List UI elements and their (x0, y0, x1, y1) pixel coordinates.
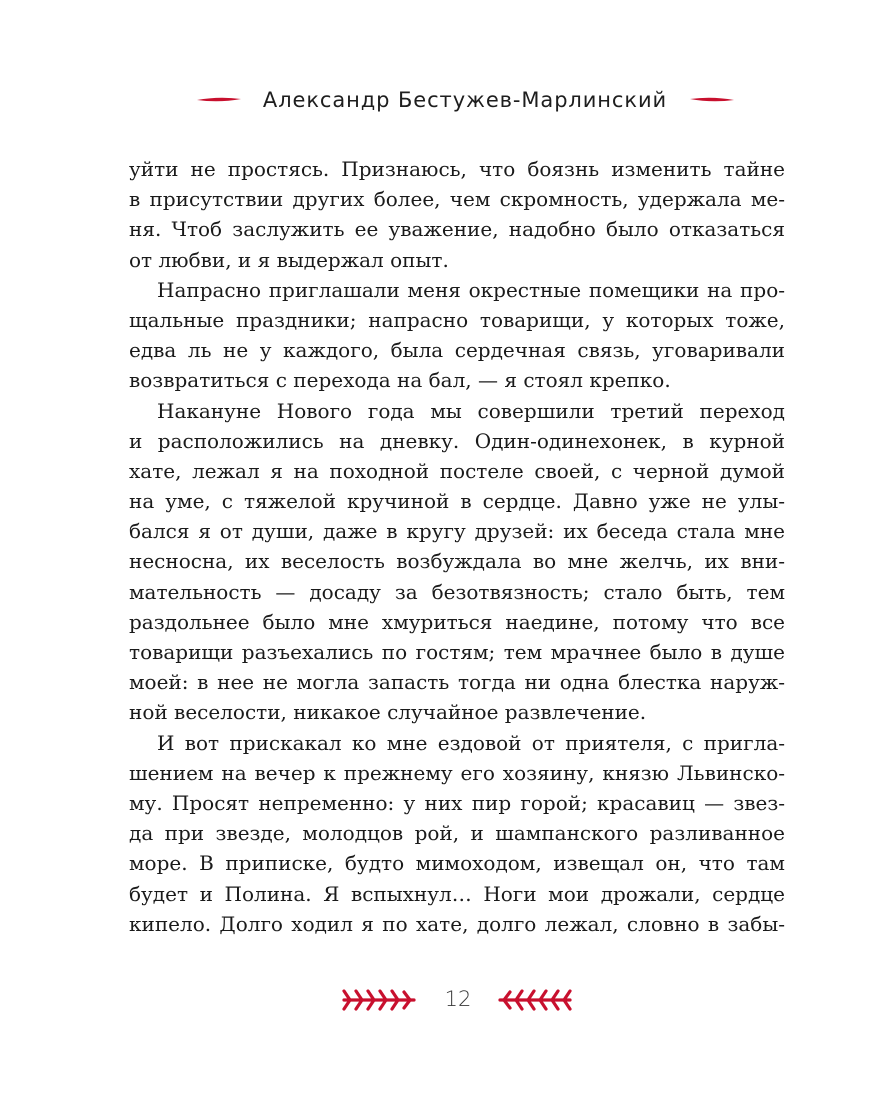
page-body (129, 154, 785, 939)
red-branch-right-icon (496, 984, 574, 1016)
text-line: едва ль не у каждого, была сердечная связь, уговаривали (129, 338, 785, 363)
text-line: му. Просят непременно: у них пир горой; красавиц — звез- (129, 790, 785, 815)
text-line: товарищи разъехались по гостям; тем мрачнее было в душе (129, 640, 785, 664)
text-line: ня. Чтоб заслужить ее уважение, надобно было отказаться (129, 217, 785, 242)
red-dash-left-icon (197, 96, 241, 104)
text-line: хате, лежал я на походной постеле своей, с черной думой (129, 458, 785, 483)
text-line: возвратиться с перехода на бал, — я стоял крепко. (129, 368, 671, 393)
text-line: и расположились на дневку. Один-одинехонек, в курной (129, 428, 785, 453)
page-footer (0, 980, 886, 1020)
text-line: моей: в нее не могла запасть тогда ни одна блестка наруж- (129, 670, 785, 695)
text-line: да при звезде, молодцов рой, и шампанского разливанное (129, 821, 785, 846)
text-line: Накануне Нового года мы совершили третий переход (157, 398, 785, 423)
text-line: Напрасно приглашали меня окрестные помещики на про- (157, 277, 785, 302)
running-header (0, 82, 886, 118)
red-dash-right-icon (690, 96, 734, 104)
text-line: бался я от души, даже в кругу друзей: их беседа стала мне (129, 519, 785, 544)
paragraph-2 (129, 275, 785, 396)
text-line: раздольнее было мне хмуриться наедине, потому что все (129, 609, 785, 634)
text-line: шением на вечер к прежнему его хозяину, князю Львинско- (129, 760, 785, 785)
text-line: на уме, с тяжелой кручиной в сердце. Давно уже не улы- (129, 489, 785, 514)
page-number: 12 (444, 987, 472, 1011)
text-line: море. В приписке, будто мимоходом, извещал он, что там (129, 851, 785, 876)
red-branch-left-icon (340, 984, 418, 1016)
text-line: кипело. Долго ходил я по хате, долго лежал, словно в забы- (129, 911, 785, 936)
paragraph-3 (129, 396, 785, 728)
paragraph-1 (129, 154, 785, 275)
text-line: будет и Полина. Я вспыхнул… Ноги мои дрожали, сердце (129, 881, 785, 906)
text-line: уйти не простясь. Признаюсь, что боязнь изменить тайне (129, 157, 785, 181)
text-line: ной веселости, никакое случайное развлечение. (129, 700, 647, 725)
text-line: щальные праздники; напрасно товарищи, у которых тоже, (129, 307, 785, 332)
text-line: несносна, их веселость возбуждала во мне желчь, их вни- (129, 549, 785, 574)
text-line: от любви, и я выдержал опыт. (129, 247, 449, 272)
text-line: И вот прискакал ко мне ездовой от приятеля, с пригла- (157, 730, 785, 755)
text-line: в присутствии других более, чем скромность, удержала ме- (129, 187, 785, 212)
author-name: Александр Бестужев-Марлинский (262, 88, 668, 112)
text-line: мательность — досаду за безотвязность; стало быть, тем (129, 579, 785, 604)
paragraph-4 (129, 728, 785, 939)
